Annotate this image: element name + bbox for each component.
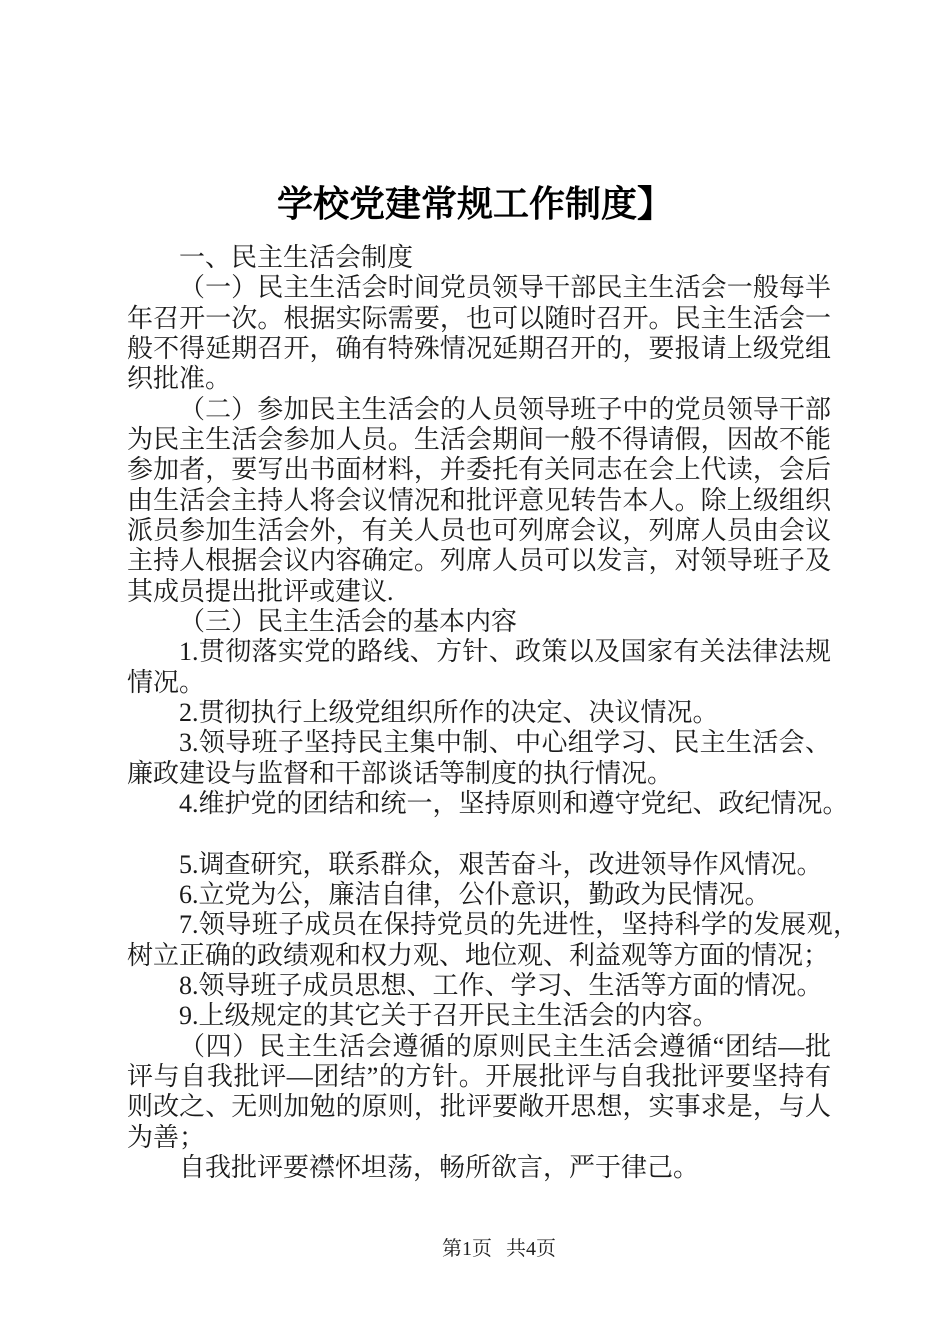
page-footer <box>127 1237 831 1261</box>
paragraph-list-8: 8.领导班子成员思想、工作、学习、生活等方面的情况。 <box>179 970 823 1000</box>
paragraph-list-3: 3.领导班子坚持民主集中制、中心组学习、民主生活会、廉政建设与监督和干部谈话等制度的执行情况。 <box>127 728 831 788</box>
paragraph-list-5: 5.调查研究，联系群众，艰苦奋斗，改进领导作风情况。 <box>179 849 823 879</box>
paragraph-item-1: （一）民主生活会时间党员领导干部民主生活会一般每半年召开一次。根据实际需要，也可以随时召开。民主生活会一般不得延期召开，确有特殊情况延期召开的，要报请上级党组织批准。 <box>127 273 831 394</box>
paragraph-list-9: 9.上级规定的其它关于召开民主生活会的内容。 <box>179 1001 719 1031</box>
paragraph-section-heading: 一、民主生活会制度 <box>179 243 414 272</box>
document-body <box>127 243 859 1183</box>
document-title: 学校党建常规工作制度】 <box>276 184 673 224</box>
paragraph-item-4: （四）民主生活会遵循的原则民主生活会遵循“团结—批评与自我批评—团结”的方针。开展批评与自我批评要坚持有则改之、无则加勉的原则，批评要敞开思想，实事求是，与人为善； <box>127 1031 831 1152</box>
paragraph-closing: 自我批评要襟怀坦荡，畅所欲言，严于律己。 <box>179 1152 700 1182</box>
paragraph-item-3-heading: （三）民主生活会的基本内容 <box>179 606 518 636</box>
page-number-current: 第1页 <box>442 1238 492 1260</box>
paragraph-list-2: 2.贯彻执行上级党组织所作的决定、决议情况。 <box>179 697 719 727</box>
paragraph-item-2: （二）参加民主生活会的人员领导班子中的党员领导干部为民主生活会参加人员。生活会期间一般不得请假，因故不能参加者，要写出书面材料，并委托有关同志在会上代读，会后由生活会主持人将会议情况和批评意见转告本人。除上级组织派员参加生活会外，有关人员也可列席会议，列席人员由会议主持人根据会议内容确定。列席人员可以发言，对领导班子及其成员提出批评或建议. <box>127 394 831 606</box>
page-number-total: 共4页 <box>506 1238 556 1260</box>
paragraph-list-6: 6.立党为公，廉洁自律，公仆意识，勤政为民情况。 <box>179 879 771 909</box>
paragraph-list-1: 1.贯彻落实党的路线、方针、政策以及国家有关法律法规情况。 <box>127 637 831 697</box>
paragraph-list-4: 4.维护党的团结和统一，坚持原则和遵守党纪、政纪情况。 <box>179 788 849 818</box>
paragraph-list-7: 7.领导班子成员在保持党员的先进性，坚持科学的发展观，树立正确的政绩观和权力观、地位观、利益观等方面的情况； <box>127 910 859 970</box>
